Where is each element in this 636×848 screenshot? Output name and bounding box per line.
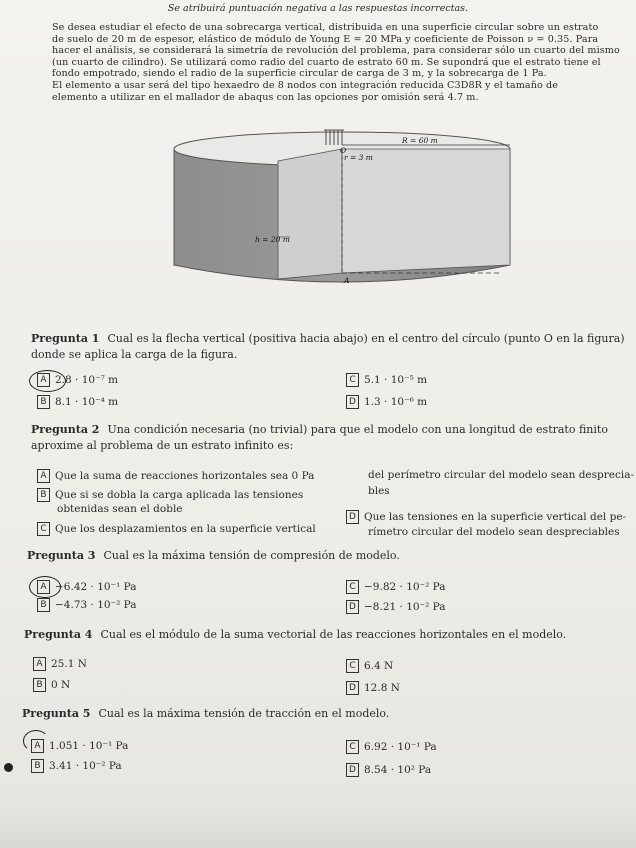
cut-face-right [342,149,510,273]
q3-option-b[interactable] [37,598,137,612]
option-letter-box: D [346,600,359,614]
option-text: 25.1 N [51,658,87,670]
option-letter-box: D [346,510,359,524]
option-letter-box: C [37,522,50,536]
option-text: 1.051 · 10⁻¹ Pa [49,740,129,752]
option-letter-box: A [37,469,50,483]
intro-line: El elemento a usar será del tipo hexaedro de 8 nodos con integración reducida C3D8R y el tamaño de [52,79,559,91]
option-text: 8.1 · 10⁻⁴ m [55,396,119,408]
option-text: 5.1 · 10⁻⁵ m [364,374,428,386]
option-text-cont: rímetro circular del modelo sean despreciables [368,526,620,538]
option-letter-box: C [346,740,359,754]
intro-line: de suelo de 20 m de espesor, elástico de módulo de Young E = 20 MPa y coeficiente de Poisson ν = 0.35. Para [52,33,599,45]
q5-option-d[interactable] [346,763,431,777]
option-letter-box: D [346,763,359,777]
option-text: Que la suma de reacciones horizontales sea 0 Pa [55,470,315,482]
option-letter-box: C [346,373,359,387]
option-letter-box: C [346,659,359,673]
q2-option-a[interactable] [37,469,314,483]
option-letter-box: A [37,580,50,594]
page-header: Se atribuirá puntuación negativa a las respuestas incorrectas. [167,3,469,14]
option-letter-box: D [346,681,359,695]
option-text-cont: obtenidas sean el doble [57,503,183,515]
option-text-cont: bles [368,485,390,497]
option-text: −6.42 · 10⁻¹ Pa [55,581,137,593]
label-point-A: A [344,276,350,285]
q4-option-c[interactable] [346,659,393,673]
option-letter-box: A [33,657,46,671]
intro-line: fondo empotrado, siendo el radio de la superficie circular de carga de 3 m, y la sobrecarga de 1 Pa. [52,68,547,80]
intro-line: elemento a utilizar en el mallador de abaqus con las opciones por omisión será 4.7 m. [52,91,479,103]
q1-option-c[interactable] [346,373,427,387]
q5-option-b[interactable] [31,759,122,773]
option-letter-box: B [31,759,44,773]
q4-option-b[interactable] [33,678,70,692]
question-5-title [22,707,389,720]
intro-line: (un cuarto de cilindro). Se utilizará como radio del cuarto de estrato 60 m. Se supondrá que el estrato tiene el [52,56,601,68]
option-text: 8.54 · 10² Pa [364,764,432,776]
question-number: Pregunta 3 [27,549,96,562]
option-text: −8.21 · 10⁻² Pa [364,601,446,613]
question-2-title [31,423,608,436]
question-number: Pregunta 4 [24,628,93,641]
question-text-cont: aproxime al problema de un estrato infinito es: [31,439,294,452]
option-text: Que si se dobla la carga aplicada las tensiones [55,489,304,501]
option-letter-box: B [37,488,50,502]
q4-option-a[interactable] [33,657,87,671]
question-text-cont: donde se aplica la carga de la figura. [31,348,238,361]
option-text-cont: del perímetro circular del modelo sean desprecia- [368,469,635,481]
question-3-title [27,549,400,562]
option-text: 2.8 · 10⁻⁷ m [55,374,119,386]
question-number: Pregunta 2 [31,423,100,436]
question-text: Cual es la máxima tensión de tracción en el modelo. [98,707,390,720]
question-text: Cual es la flecha vertical (positiva hacia abajo) en el centro del círculo (punto O en la figura) [107,332,625,345]
option-text: 1.3 · 10⁻⁶ m [364,396,428,408]
question-4-title [24,628,566,641]
page-bottom-shadow [0,800,636,848]
question-text: Una condición necesaria (no trivial) para que el modelo con una longitud de estrato finito [107,423,608,436]
option-letter-box: D [346,395,359,409]
option-text: 6.4 N [364,660,394,672]
question-1-title [31,332,625,345]
option-text: Que los desplazamientos en la superficie vertical [55,523,316,535]
question-number: Pregunta 5 [22,707,91,720]
option-text: −4.73 · 10⁻² Pa [55,599,137,611]
q2-option-c[interactable] [37,522,316,536]
q1-option-d[interactable] [346,395,427,409]
intro-line: Se desea estudiar el efecto de una sobrecarga vertical, distribuida en una superficie circular sobre un estrato [52,22,599,33]
question-text: Cual es el módulo de la suma vectorial de las reacciones horizontales en el modelo. [100,628,567,641]
answer-mark-circle [23,730,49,752]
answer-mark-circle [29,576,61,598]
cylinder-figure [170,127,514,289]
option-letter-box: A [31,739,44,753]
option-letter-box: B [37,598,50,612]
question-number: Pregunta 1 [31,332,100,345]
answer-mark-circle [29,370,66,392]
option-text: 12.8 N [364,682,400,694]
q2-option-d[interactable] [346,510,626,524]
q4-option-d[interactable] [346,681,400,695]
ink-dot-mark [4,763,13,772]
label-center-O: O [340,146,347,155]
intro-paragraph [52,22,624,103]
option-letter-box: C [346,580,359,594]
option-letter-box: B [37,395,50,409]
option-letter-box: B [33,678,46,692]
question-text: Cual es la máxima tensión de compresión de modelo. [103,549,400,562]
option-letter-box: A [37,373,50,387]
intro-line: hacer el análisis, se considerará la simetría de revolución del problema, para considerar sólo un cuarto del mismo [52,45,620,57]
option-text: −9.82 · 10⁻² Pa [364,581,446,593]
q1-option-b[interactable] [37,395,118,409]
option-text: 6.92 · 10⁻¹ Pa [364,741,437,753]
q2-option-b[interactable] [37,488,303,502]
option-text: Que las tensiones en la superficie vertical del pe- [364,511,627,523]
label-load-radius: r = 3 m [344,153,373,162]
q3-option-c[interactable] [346,580,446,594]
option-text: 3.41 · 10⁻² Pa [49,760,122,772]
cut-face [278,149,342,279]
option-text: 0 N [51,679,71,691]
q3-option-d[interactable] [346,600,446,614]
q5-option-c[interactable] [346,740,437,754]
label-radius: R = 60 m [402,136,438,145]
label-height: h = 20 m [255,235,290,244]
